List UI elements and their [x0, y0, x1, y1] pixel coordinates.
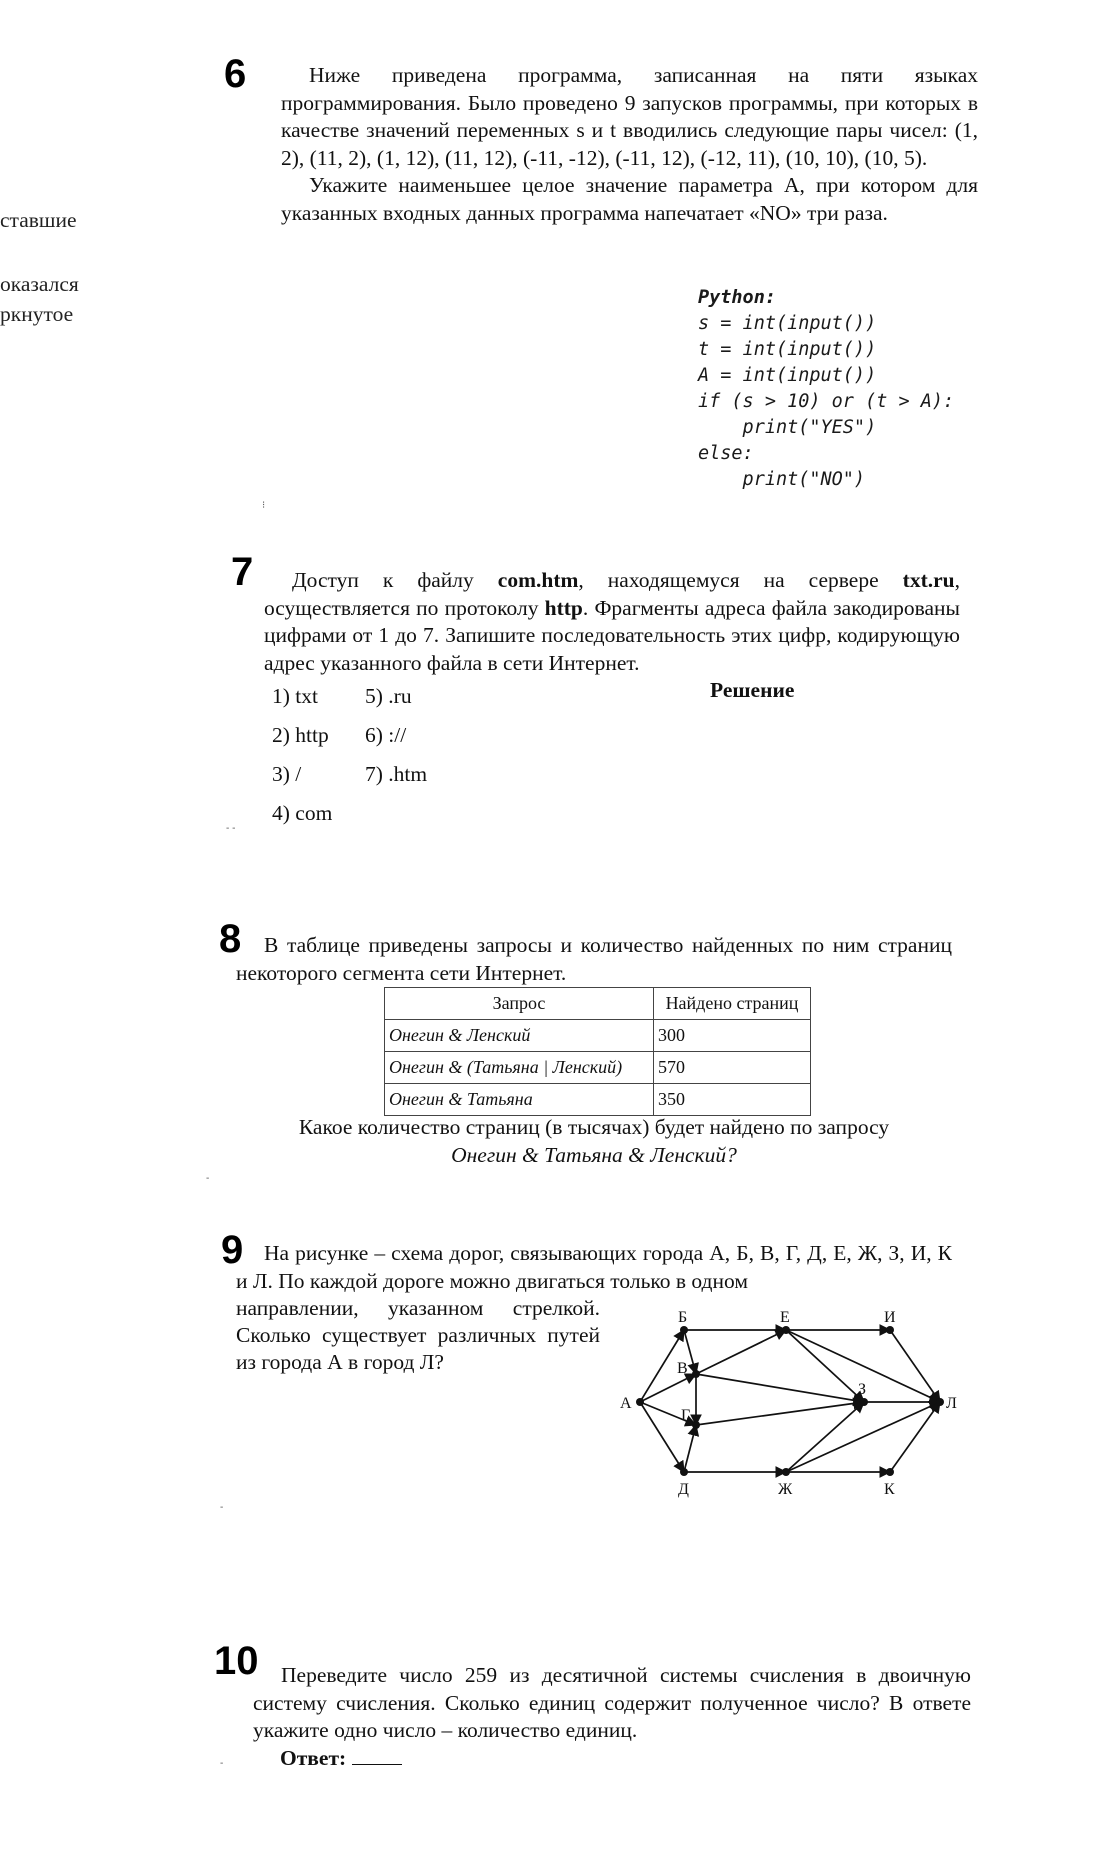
node-a — [636, 1398, 644, 1406]
table-cell: Онегин & (Татьяна | Ленский) — [385, 1052, 654, 1084]
option-item: 2) http — [272, 723, 329, 747]
node-label: Л — [946, 1395, 957, 1412]
option-item: 6) :// — [365, 723, 407, 747]
edge-zh-l — [786, 1402, 940, 1472]
node-label: Е — [780, 1309, 790, 1326]
table-cell: 300 — [654, 1020, 811, 1052]
task-paragraph: На рисунке – схема дорог, связывающих города А, Б, В, Г, Д, Е, Ж, З, И, К и Л. По каждой дороге можно двигаться только в одном — [236, 1241, 952, 1293]
code-line: s = int(input()) — [698, 313, 877, 334]
answer-row — [280, 1745, 402, 1773]
node-label: З — [858, 1381, 867, 1398]
table-row — [385, 1020, 811, 1052]
task-text — [253, 1662, 971, 1745]
node-label: Ж — [778, 1481, 793, 1498]
table-header-row — [385, 988, 811, 1020]
option-item: 7) .htm — [365, 762, 428, 786]
option-item: 1) txt — [272, 684, 318, 708]
task-paragraph: Переведите число 259 из десятичной системы счисления в двоичную систему счисления. Сколько единиц содержит полученное число? В ответе укажите одно число – количество единиц. — [253, 1663, 971, 1742]
task-paragraph: В таблице приведены запросы и количество найденных по ним страниц некоторого сегмента сети Интернет. — [236, 933, 952, 985]
table-header: Запрос — [385, 988, 654, 1020]
table-cell: 350 — [654, 1084, 811, 1116]
code-line: t = int(input()) — [698, 339, 877, 360]
code-line: print("YES") — [698, 417, 877, 438]
code-line: A = int(input()) — [698, 365, 877, 386]
option-item: 3) / — [272, 762, 302, 786]
server-name: txt.ru — [902, 568, 955, 592]
node-i — [886, 1326, 894, 1334]
code-line: print("NO") — [698, 469, 866, 490]
edge-a-d — [640, 1402, 684, 1472]
task-paragraph: Укажите наименьшее целое значение параметра A, при котором для указанных входных данных программа напечатает «NO» три раза. — [281, 173, 978, 225]
table-row — [385, 1052, 811, 1084]
stray-mark: ⁝ — [262, 500, 266, 511]
table-cell: Онегин & Татьяна — [385, 1084, 654, 1116]
task-paragraph: Ниже приведена программа, записанная на пяти языках программирования. Было проведено 9 запусков программы, при которых в качестве значений переменных s и t вводились следующие пары чисел: (1, 2), (11, 2), (1, 12), (11, 12), (-11, -12), (-11, 12), (-12, 11), (10, 10), (10, 5). — [281, 63, 978, 170]
node-l — [936, 1398, 944, 1406]
solution-label: Решение — [710, 678, 795, 702]
task-paragraph: направлении, указанном стрелкой. Сколько существует различных путей из города А в город Л? — [236, 1296, 600, 1374]
graph-edges — [640, 1330, 940, 1472]
edge-g-z — [696, 1402, 864, 1425]
code-line: else: — [698, 443, 754, 464]
task-text — [236, 932, 952, 987]
node-label: Д — [678, 1481, 689, 1498]
table-header: Найдено страниц — [654, 988, 811, 1020]
node-g — [692, 1421, 700, 1429]
margin-fragment: ставшие — [0, 208, 77, 232]
task-paragraph: Доступ к файлу com.htm, находящемуся на сервере txt.ru, осуществляется по протоколу http. Фрагменты адреса файла закодированы цифрами от 1 до 7. Запишите последовательность этих цифр, кодирующую адрес указанного файла в сети Интернет. — [264, 568, 960, 675]
node-label: В — [677, 1360, 688, 1377]
question-line: Какое количество страниц (в тысячах) будет найдено по запросу — [298, 1115, 890, 1139]
question-query: Онегин & Татьяна & Ленский? — [451, 1143, 737, 1167]
option-item: 5) .ru — [365, 684, 412, 708]
task-text-side — [236, 1295, 600, 1376]
task-number: 8 — [219, 917, 242, 961]
task-number: 10 — [214, 1639, 259, 1683]
stray-mark: - — [220, 1758, 224, 1769]
task-text — [236, 1240, 952, 1295]
margin-fragment: оказался — [0, 272, 79, 296]
stray-mark: - — [206, 1173, 210, 1184]
task-text — [281, 62, 978, 227]
stray-mark: - - — [226, 823, 236, 834]
task-number: 7 — [231, 550, 254, 594]
query-table — [384, 987, 811, 1116]
node-label: А — [620, 1395, 632, 1412]
task-number: 6 — [224, 52, 247, 96]
node-v — [692, 1370, 700, 1378]
graph-nodes — [636, 1326, 944, 1476]
node-label: Г — [681, 1407, 691, 1424]
margin-fragment: ркнутое — [0, 302, 74, 326]
table-cell: 570 — [654, 1052, 811, 1084]
task-number: 9 — [221, 1228, 244, 1272]
node-label: К — [884, 1481, 895, 1498]
edge-v-e — [696, 1330, 786, 1374]
protocol-name: http — [544, 595, 583, 620]
stray-mark: - — [220, 1502, 224, 1513]
node-z — [860, 1398, 868, 1406]
node-label: И — [884, 1309, 896, 1326]
code-line: if (s > 10) or (t > A): — [698, 391, 955, 412]
code-block — [698, 285, 954, 493]
file-name: com.htm — [497, 568, 579, 592]
node-b — [680, 1326, 688, 1334]
task-text — [264, 567, 960, 677]
edge-d-g — [684, 1425, 696, 1472]
road-graph — [610, 1300, 970, 1510]
option-item: 4) com — [272, 801, 333, 825]
node-label: Б — [678, 1309, 688, 1326]
node-e — [782, 1326, 790, 1334]
node-k — [886, 1468, 894, 1476]
code-language-label: Python: — [698, 287, 776, 308]
table-cell: Онегин & Ленский — [385, 1020, 654, 1052]
node-zh — [782, 1468, 790, 1476]
node-d — [680, 1468, 688, 1476]
table-row — [385, 1084, 811, 1116]
edge-zh-z — [786, 1402, 864, 1472]
answer-blank[interactable] — [352, 1746, 402, 1765]
answer-label: Ответ: — [280, 1746, 347, 1770]
